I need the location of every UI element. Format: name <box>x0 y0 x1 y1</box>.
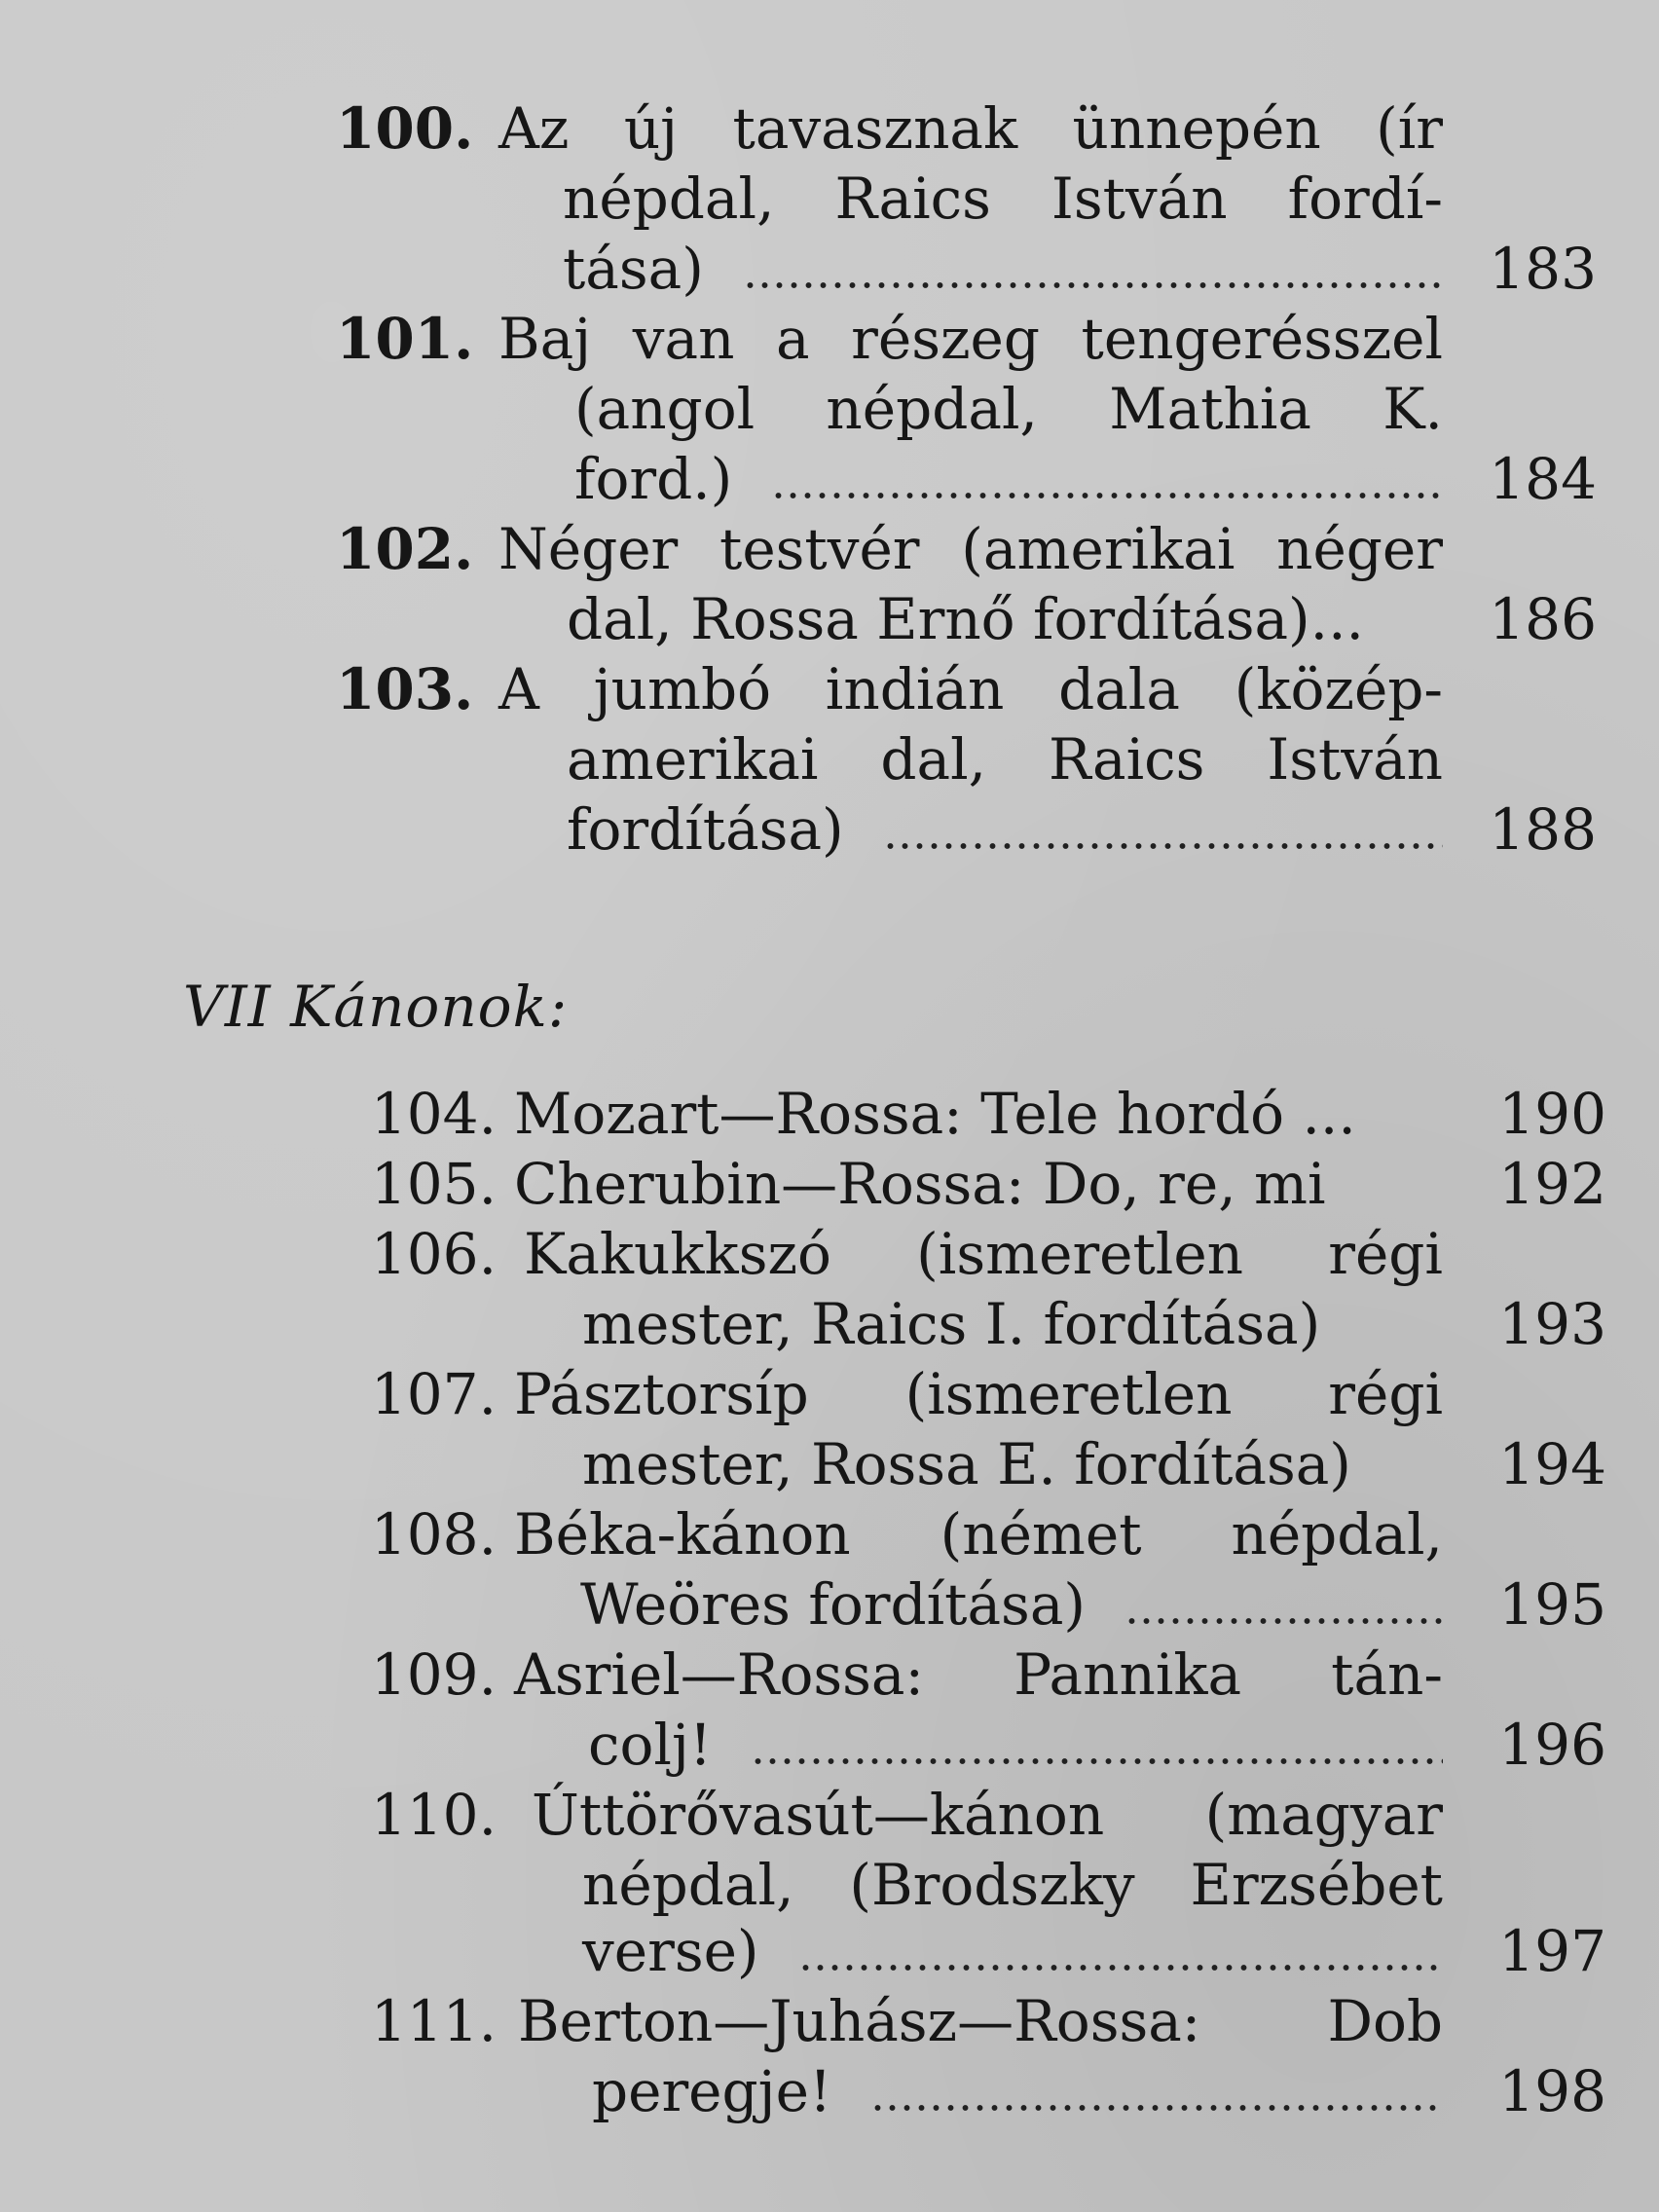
entry-title-text: peregje! <box>592 2058 832 2124</box>
entry-title-line-with-leader <box>574 444 1443 514</box>
dot-leader <box>751 1758 1443 1764</box>
entry-title-line-with-leader <box>567 794 1443 865</box>
entry-title-text: fordítása) <box>567 796 844 863</box>
entry-number: 110. <box>370 1782 497 1848</box>
dot-leader <box>883 843 1443 849</box>
section-heading: VII Kánonok: <box>183 974 569 1040</box>
entry-title-line-with-leader <box>592 2056 1443 2126</box>
entry-title-line: népdal, Raics István fordí- <box>563 166 1443 232</box>
page-number: 192 <box>1498 1151 1606 1217</box>
entry-title-line: Cherubin—Rossa: Do, re, mi <box>514 1151 1326 1217</box>
page-number: 184 <box>1489 446 1597 512</box>
entry-title-line: amerikai dal, Raics István <box>567 726 1443 793</box>
dot-leader <box>771 493 1443 498</box>
dot-leader <box>743 282 1443 288</box>
dot-leader <box>870 2105 1443 2111</box>
page-number: 194 <box>1498 1431 1606 1497</box>
entry-title-line: A jumbó indián dala (közép- <box>498 656 1443 722</box>
dot-leader <box>1124 1618 1443 1624</box>
entry-title-line: Úttörővasút—kánon (magyar <box>532 1782 1443 1848</box>
page-number: 188 <box>1489 796 1597 863</box>
page-number: 190 <box>1498 1081 1606 1147</box>
entry-title-line: Béka-kánon (német népdal, <box>514 1501 1443 1567</box>
entry-number: 111. <box>370 1988 497 2054</box>
page-number: 183 <box>1489 236 1597 302</box>
entry-number: 103. <box>336 656 474 722</box>
entry-title-line: Pásztorsíp (ismeretlen régi <box>514 1361 1443 1427</box>
entry-title-line: Berton—Juhász—Rossa: Dob <box>518 1988 1443 2054</box>
entry-title-line: népdal, (Brodszky Erzsébet <box>582 1852 1443 1918</box>
entry-title-line: Baj van a részeg tengerésszel <box>498 306 1443 372</box>
page-number: 197 <box>1498 1918 1606 1984</box>
entry-title-text: colj! <box>588 1712 713 1778</box>
entry-title-line: Néger testvér (amerikai néger <box>498 516 1443 582</box>
entry-title-text: ford.) <box>574 446 733 512</box>
page-number: 186 <box>1489 586 1597 652</box>
entry-number: 105. <box>370 1151 497 1217</box>
page-number: 193 <box>1498 1291 1606 1357</box>
entry-title-line: mester, Raics I. fordítása) <box>582 1291 1321 1357</box>
entry-title-line: Kakukkszó (ismeretlen régi <box>524 1221 1443 1287</box>
entry-title-line: (angol népdal, Mathia K. <box>574 376 1443 442</box>
entry-number: 102. <box>336 516 474 582</box>
entry-title-line: dal, Rossa Ernő fordítása)... <box>567 586 1364 652</box>
page-number: 198 <box>1498 2058 1606 2124</box>
entry-number: 100. <box>336 95 474 162</box>
dot-leader <box>798 1965 1443 1971</box>
entry-number: 101. <box>336 306 474 372</box>
entry-title-line-with-leader <box>563 234 1443 304</box>
page-number: 195 <box>1498 1571 1606 1638</box>
entry-title-text: Weöres fordítása) <box>580 1571 1087 1638</box>
entry-title-line: Mozart—Rossa: Tele hordó ... <box>514 1081 1356 1147</box>
entry-title-line-with-leader <box>588 1710 1443 1780</box>
entry-number: 109. <box>370 1641 497 1708</box>
entry-title-line: Az új tavasznak ünnepén (ír <box>498 95 1443 162</box>
entry-title-line-with-leader <box>582 1916 1443 1986</box>
entry-title-line: Asriel—Rossa: Pannika tán- <box>514 1641 1443 1708</box>
entry-title-text: tása) <box>563 236 704 302</box>
entry-title-text: verse) <box>582 1918 759 1984</box>
entry-title-line-with-leader <box>580 1569 1443 1640</box>
entry-number: 106. <box>370 1221 497 1287</box>
entry-number: 104. <box>370 1081 497 1147</box>
entry-number: 108. <box>370 1501 497 1567</box>
entry-title-line: mester, Rossa E. fordítása) <box>582 1431 1351 1497</box>
entry-number: 107. <box>370 1361 497 1427</box>
page-number: 196 <box>1498 1712 1606 1778</box>
